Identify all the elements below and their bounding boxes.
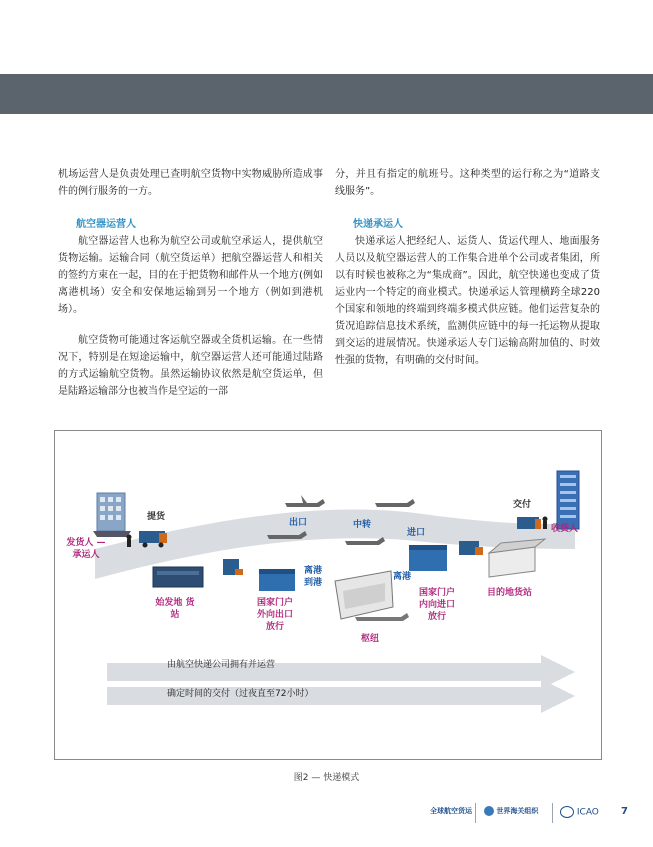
label-shipper: 发货人 — 承运人 (66, 538, 106, 560)
consignee-tower-icon (557, 471, 579, 529)
footer-brand-2 (484, 806, 538, 822)
heading-aircraft-operator: 航空器运营人 (76, 219, 136, 230)
label-origin-station: 始发地 货站 (155, 598, 195, 620)
footer-divider (475, 803, 476, 823)
left-paragraph-1: 机场运营人是负责处理已查明航空货物中实物威胁所造成事件的例行服务的一方。 (58, 169, 323, 197)
label-customs-export: 国家门户 外向出口 放行 (256, 598, 293, 632)
header-bar (0, 74, 653, 114)
left-paragraph-2: 航空器运营人也称为航空公司或航空承运人，提供航空货物运输。运输合同（航空货运单）把航空器运营人和相关的签约方束在一起，目的在于把货物和邮件从一个地方(例如离港机场）安全和安保地运输到另一个地方（例如到港机场）。 (58, 236, 323, 315)
shipper-building-icon (93, 493, 131, 537)
label-import: 进口 (407, 528, 426, 538)
van-icon (223, 559, 243, 575)
figure-caption: 图2 — 快递模式 (293, 773, 360, 783)
page-number: 7 (621, 806, 628, 817)
label-arrival: 离港 (393, 572, 412, 582)
right-paragraph-2: 快递承运人把经纪人、运货人、货运代理人、地面服务人员以及航空器运营人的工作集合进单个公司或者集团，所以有时候也被称之为“集成商”。因此，航空快递也变成了货运业内一个特定的商业模式。快递承运人管理横跨全球220个国家和领地的终端到终端多模式供应链。他们运营复杂的货况追踪信息技术系统，监测供应链中的每一托运物从提取到交运的进展情况。快递承运人专门运输高附加值的、时效性强的货物，有明确的交付时间。 (335, 236, 600, 366)
icao-logo-icon (560, 806, 574, 818)
express-model-figure (54, 430, 602, 760)
right-paragraph-1: 分，并且有指定的航班号。这种类型的运行称之为“道路支线服务”。 (335, 169, 600, 197)
wco-logo-icon (484, 806, 494, 816)
label-customs-import: 国家门户 内向进口 放行 (418, 588, 455, 622)
footer-brand-2-label: 世界海关组织 (496, 807, 539, 815)
footer-brand-3 (560, 806, 599, 822)
export-customs-icon (259, 569, 295, 591)
label-transfer: 中转 (353, 520, 372, 530)
import-customs-icon (409, 545, 447, 571)
right-column (335, 166, 600, 369)
label-delivery: 交付 (513, 500, 532, 510)
label-consignee: 收货人 (551, 524, 579, 534)
origin-station-icon (153, 567, 203, 587)
left-column (58, 166, 323, 400)
footer-brand-3-label: ICAO (576, 807, 599, 818)
footer-brand-1: 全球航空货运 (430, 807, 472, 815)
label-pickup: 提货 (147, 512, 166, 522)
footer-divider (552, 803, 553, 823)
label-dest-station: 目的地货站 (487, 588, 533, 598)
arrow-1-label: 由航空快递公司拥有并运营 (167, 660, 276, 670)
heading-express-carrier: 快递承运人 (353, 219, 403, 230)
label-hub: 枢纽 (361, 634, 380, 644)
label-departure: 离港 到港 (303, 566, 322, 588)
left-paragraph-3: 航空货物可能通过客运航空器或全货机运输。在一些情况下，特别是在短途运输中，航空器运营人还可能通过陆路的方式运输航空货物。虽然运输协议依然是航空货运单，但是陆路运输部分也被当作是空运的一部 (58, 335, 323, 397)
arrow-2-label: 确定时间的交付（过夜直至72小时） (167, 689, 314, 699)
label-export: 出口 (289, 518, 308, 528)
